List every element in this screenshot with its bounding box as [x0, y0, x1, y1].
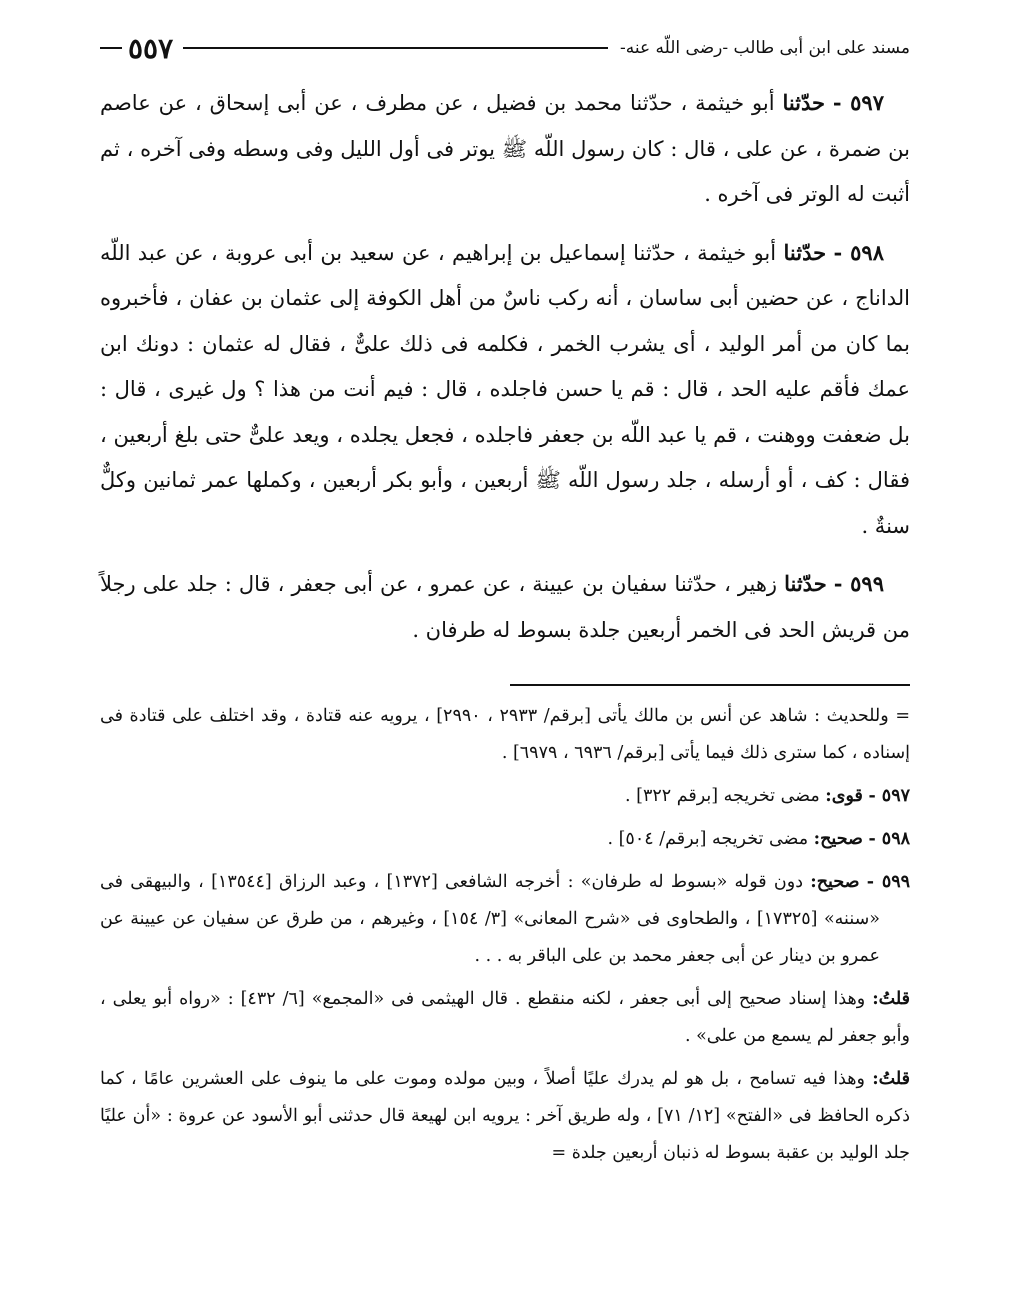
- hadith-lead: حدّثنا: [783, 239, 827, 265]
- header-dash: [100, 47, 122, 49]
- hadith-lead: حدّثنا: [784, 571, 827, 596]
- footnote-text: وهذا فيه تسامح ، بل هو لم يدرك عليًا أصلاً ، وبين مولده وموت على ما ينوف على العشرين عامًا ، كما ذكره الحافظ فى «الفتح» [١٢/ ٧١] ، وله طريق آخر : يرويه ابن لهيعة قال حدثنى أبو الأسود عن عروة : «أن عليًا جلد الوليد بن عقبة بسوط له ذنبان أربعين جلدة: [100, 1069, 910, 1163]
- footnotes: [100, 698, 910, 1178]
- hadith-598: [100, 230, 910, 550]
- hadith-lead: حدّثنا: [782, 90, 826, 115]
- hadith-text: أبو خيثمة ، حدّثنا إسماعيل بن إبراهيم ، عن سعيد بن أبى عروبة ، عن عبد اللّه الداناج ، عن حضين أبى ساسان ، أنه ركب ناسٌ من أهل الكوفة إلى عثمان بن عفان ، فأخبروه بما كان من أمر الوليد ، أى يشرب الخمر ، فكلمه فى ذلك علىٌّ ، فقال له عثمان : دونك ابن عمك فأقم عليه الحد ، قال : قم يا حسن فاجلده ، قال : فيم أنت من هذا ؟ ول غيرى ، قال : بل ضعفت ووهنت ، قم يا عبد اللّه بن جعفر فاجلده ، فجعل يجلده ، ويعد علىٌّ حتى بلغ أربعين ، فقال : كف ، أو أرسله ، جلد رسول اللّه ﷺ أربعين ، وأبو بكر أربعين ، وكملها عمر ثمانين وكلٌّ سنةٌ .: [100, 240, 910, 538]
- footnote-qultu-1: [100, 981, 910, 1055]
- hadith-599: [100, 561, 910, 653]
- footnote-number: ٥٩٩ -: [866, 872, 911, 892]
- footnote-text: مضى تخريجه [برقم/ ٥٠٤] .: [607, 829, 814, 849]
- footnote-597: [100, 778, 910, 815]
- hadith-text: زهير ، حدّثنا سفيان بن عيينة ، عن عمرو ، عن أبى جعفر ، قال : جلد على رجلاً من قريش الحد فى الخمر أربعين جلدة بسوط له طرفان .: [100, 572, 910, 642]
- footnote-continuation: = وللحديث : شاهد عن أنس بن مالك يأتى [برقم/ ٢٩٣٣ ، ٢٩٩٠] ، يرويه عنه قتادة ، وقد اختلف على قتادة فى إسناده ، كما سترى ذلك فيما يأتى [برقم/ ٦٩٣٦ ، ٦٩٧٩] .: [100, 706, 910, 763]
- page-number: ٥٥٧: [128, 31, 174, 65]
- qultu-lead: قلتُ:: [872, 989, 911, 1009]
- main-text: [100, 80, 910, 665]
- footnote-separator: [510, 684, 910, 686]
- footnote-number: ٥٩٨ -: [868, 829, 910, 849]
- continuation-mark: =: [551, 1143, 567, 1163]
- footnote-number: ٥٩٧ -: [868, 786, 910, 806]
- footnote-598: [100, 821, 910, 858]
- running-header: [100, 30, 910, 66]
- footnote-grade: صحيح:: [810, 872, 860, 892]
- footnote-599: [100, 864, 910, 975]
- footnote-text: دون قوله «بسوط له طرفان» : أخرجه الشافعى [١٣٧٢] ، وعبد الرزاق [١٣٥٤٤] ، والبيهقى فى «سننه» [١٧٣٢٥] ، والطحاوى فى «شرح المعانى» [٣/ ١٥٤] ، وغيرهم ، من طرق عن سفيان عن عيينة عن عمرو بن دينار عن أبى جعفر محمد بن على الباقر به . . .: [100, 872, 880, 966]
- footnote-text: مضى تخريجه [برقم ٣٢٢] .: [625, 786, 826, 806]
- hadith-number: ٥٩٧ -: [832, 90, 884, 115]
- footnote-text: وهذا إسناد صحيح إلى أبى جعفر ، لكنه منقطع . قال الهيثمى فى «المجمع» [٦/ ٤٣٢] : «رواه أبو يعلى ، وأبو جعفر لم يسمع من على» .: [100, 989, 910, 1046]
- footnote-qultu-2: [100, 1061, 910, 1172]
- hadith-number: ٥٩٨ -: [833, 239, 884, 265]
- footnote-grade: قوى:: [825, 786, 863, 806]
- header-rule: [183, 47, 608, 49]
- hadith-number: ٥٩٩ -: [833, 571, 884, 596]
- hadith-text: أبو خيثمة ، حدّثنا محمد بن فضيل ، عن مطرف ، عن أبى إسحاق ، عن عاصم بن ضمرة ، عن على ، قال : كان رسول اللّه ﷺ يوتر فى أول الليل وفى وسطه وفى آخره ، ثم أثبت له الوتر فى آخره .: [100, 91, 910, 206]
- hadith-597: [100, 80, 910, 218]
- qultu-lead: قلتُ:: [872, 1069, 910, 1089]
- header-title: مسند على ابن أبى طالب -رضى اللّه عنه-: [619, 38, 910, 58]
- footnote-grade: صحيح:: [813, 829, 863, 849]
